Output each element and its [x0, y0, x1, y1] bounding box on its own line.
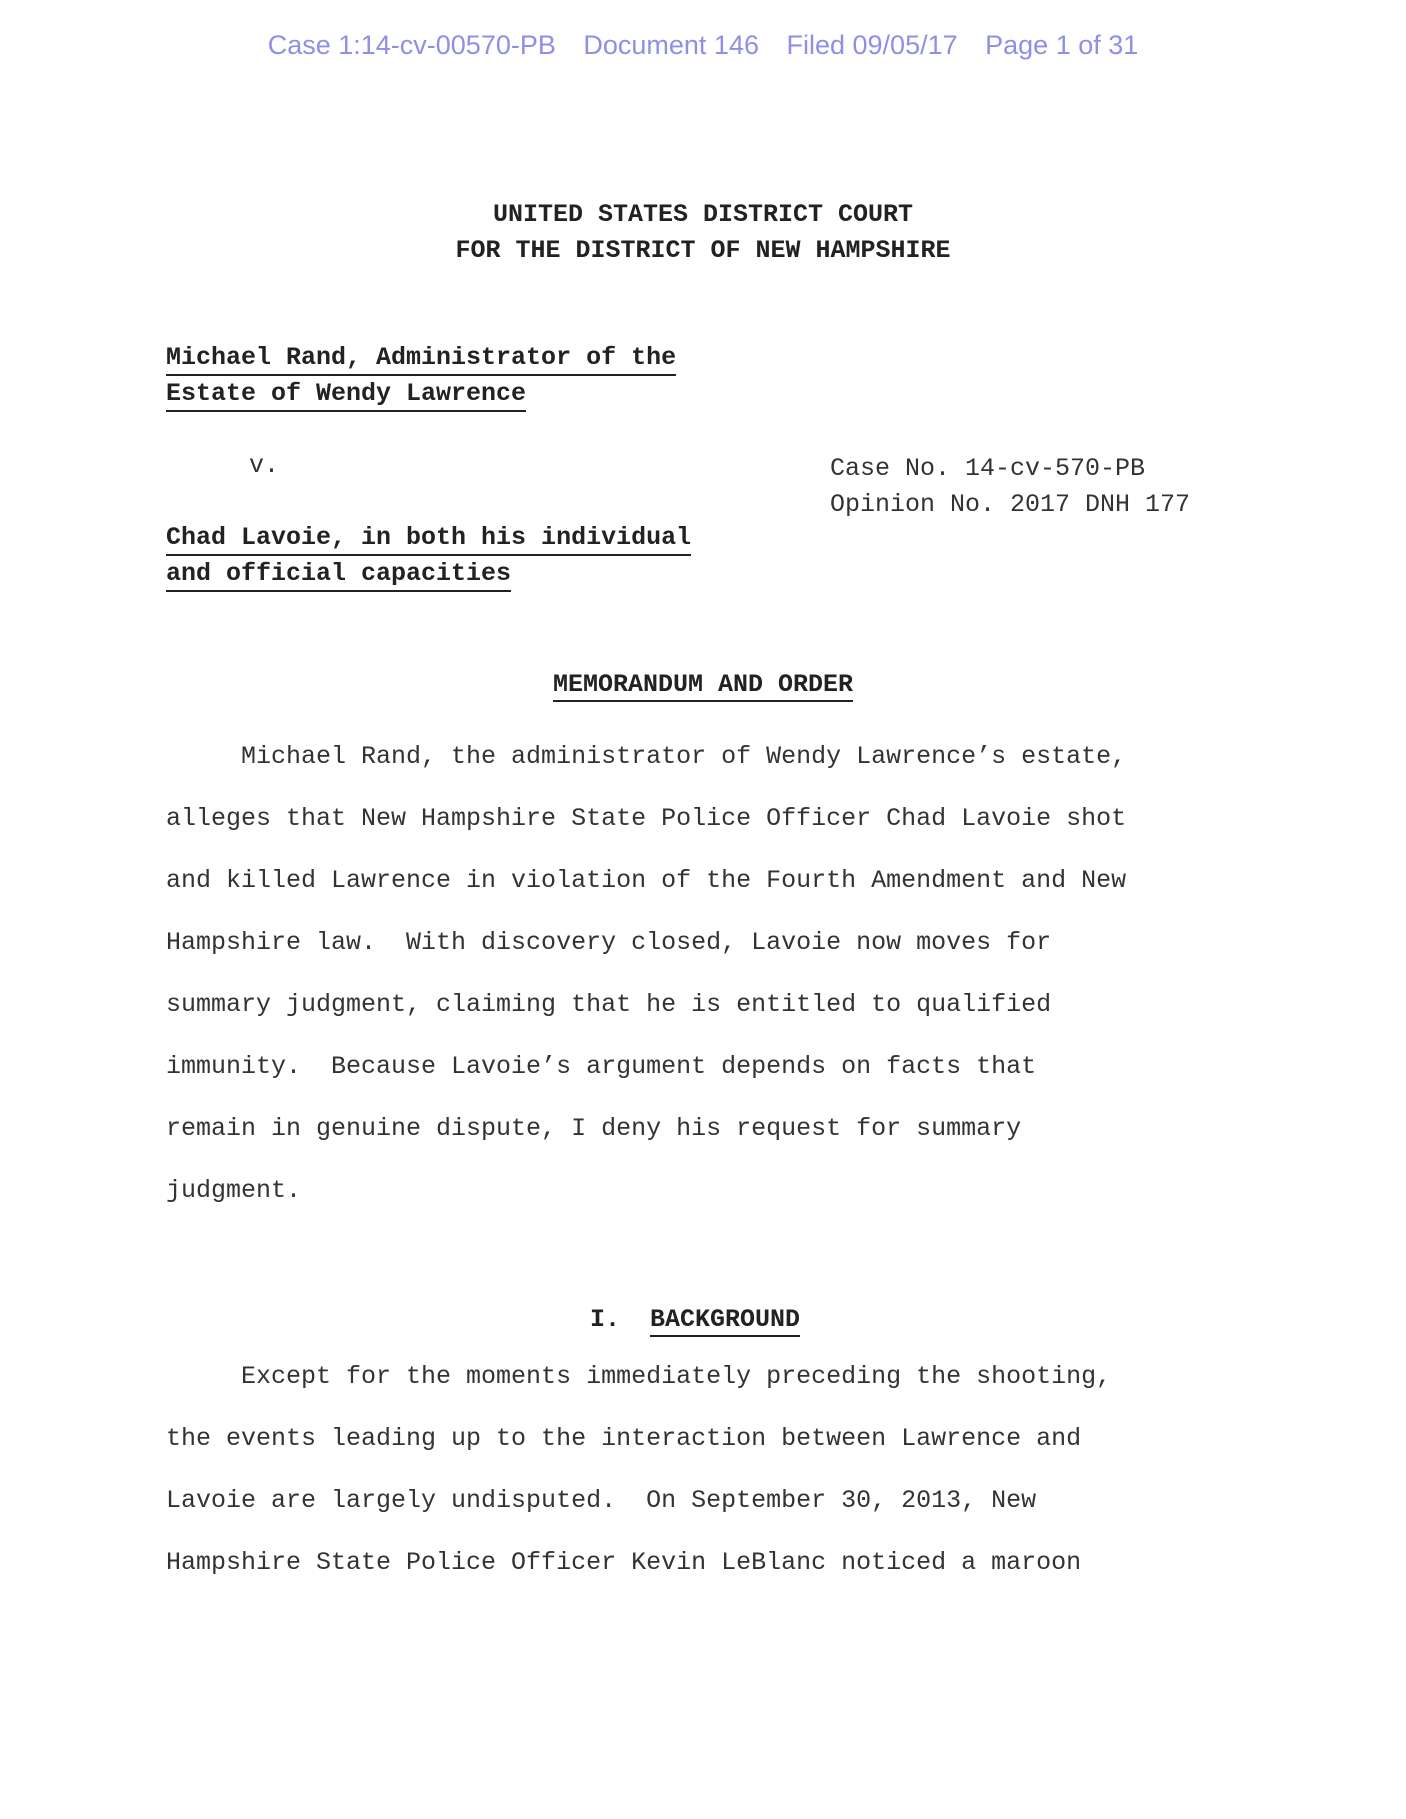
document-title: [0, 670, 1406, 699]
intro-line: alleges that New Hampshire State Police Officer Chad Lavoie shot: [166, 804, 1127, 833]
versus: v.: [249, 451, 280, 480]
section-heading: [590, 1305, 800, 1334]
stamp-filed-date: Filed 09/05/17: [786, 30, 958, 60]
intro-line: summary judgment, claiming that he is entitled to qualified: [166, 990, 1052, 1019]
case-info: [830, 451, 1190, 523]
defendant-line2: and official capacities: [166, 559, 511, 592]
intro-line: judgment.: [166, 1176, 302, 1205]
plaintiff-line2: Estate of Wendy Lawrence: [166, 379, 526, 412]
case-number: Case No. 14-cv-570-PB: [830, 454, 1146, 483]
section-title: BACKGROUND: [650, 1305, 800, 1337]
section-number: I.: [590, 1305, 621, 1334]
plaintiff-caption: [166, 340, 676, 412]
intro-line: immunity. Because Lavoie’s argument depends on facts that: [166, 1052, 1037, 1081]
intro-line: remain in genuine dispute, I deny his request for summary: [166, 1114, 1022, 1143]
background-line: Lavoie are largely undisputed. On September 30, 2013, New: [166, 1486, 1037, 1515]
intro-line: and killed Lawrence in violation of the Fourth Amendment and New: [166, 866, 1127, 895]
background-line: Hampshire State Police Officer Kevin LeBlanc noticed a maroon: [166, 1548, 1082, 1577]
document-title-text: MEMORANDUM AND ORDER: [553, 670, 853, 702]
opinion-number: Opinion No. 2017 DNH 177: [830, 490, 1191, 519]
defendant-line1: Chad Lavoie, in both his individual: [166, 523, 691, 556]
stamp-page-number: Page 1 of 31: [985, 30, 1139, 60]
intro-line: Michael Rand, the administrator of Wendy Lawrence’s estate,: [166, 742, 1127, 771]
background-line: the events leading up to the interaction between Lawrence and: [166, 1424, 1082, 1453]
stamp-document-number: Document 146: [583, 30, 759, 60]
filing-stamp: [0, 30, 1406, 61]
intro-line: Hampshire law. With discovery closed, Lavoie now moves for: [166, 928, 1052, 957]
background-line: Except for the moments immediately preceding the shooting,: [166, 1362, 1112, 1391]
defendant-caption: [166, 520, 691, 592]
plaintiff-line1: Michael Rand, Administrator of the: [166, 343, 676, 376]
court-name-line1: UNITED STATES DISTRICT COURT: [492, 200, 914, 229]
court-name-line2: FOR THE DISTRICT OF NEW HAMPSHIRE: [455, 236, 951, 265]
stamp-case-number: Case 1:14-cv-00570-PB: [267, 30, 556, 60]
